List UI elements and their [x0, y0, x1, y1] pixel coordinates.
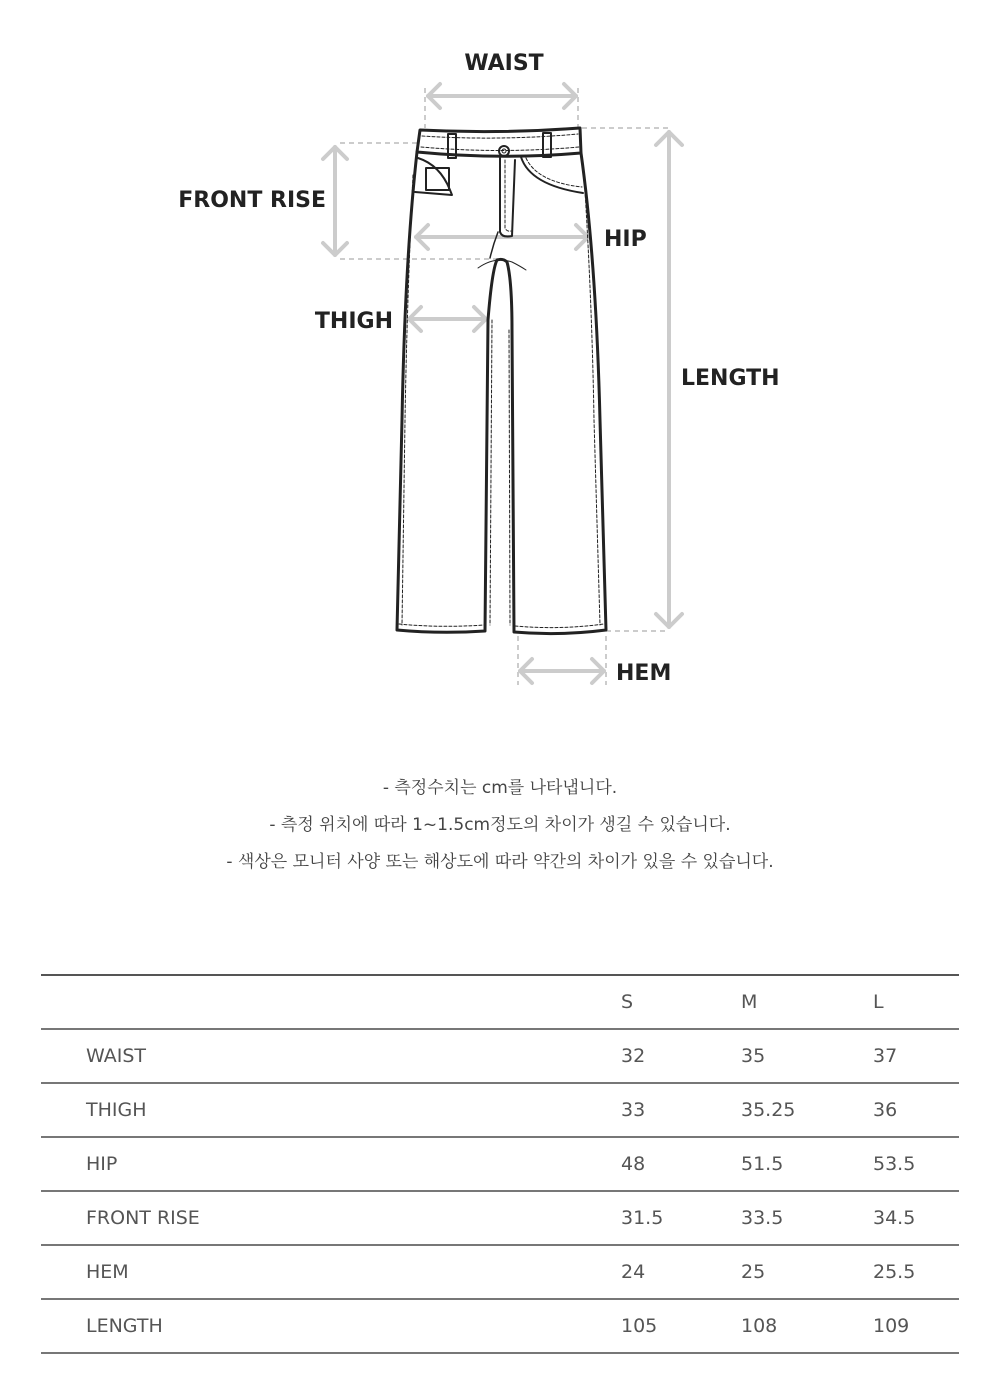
waist-label: WAIST — [464, 51, 544, 76]
measurement-notes — [0, 770, 1000, 881]
cell-s: 48 — [621, 1137, 741, 1191]
cell-m: 51.5 — [741, 1137, 873, 1191]
column-header-s: S — [621, 975, 741, 1029]
waist-arrow — [428, 84, 576, 108]
pants-illustration — [397, 128, 606, 634]
table-row — [41, 1299, 959, 1353]
cell-l: 53.5 — [873, 1137, 959, 1191]
cell-l: 109 — [873, 1299, 959, 1353]
table-row — [41, 1137, 959, 1191]
length-label: LENGTH — [681, 366, 780, 391]
note-line: - 색상은 모니터 사양 또는 해상도에 따라 약간의 차이가 있을 수 있습니다. — [226, 852, 774, 872]
cell-s: 31.5 — [621, 1191, 741, 1245]
note-line: - 측정수치는 cm를 나타냅니다. — [382, 778, 618, 798]
cell-l: 36 — [873, 1083, 959, 1137]
cell-l: 37 — [873, 1029, 959, 1083]
cell-m: 35.25 — [741, 1083, 873, 1137]
column-header-m: M — [741, 975, 873, 1029]
cell-m: 35 — [741, 1029, 873, 1083]
hem-arrow — [520, 659, 604, 683]
cell-m: 33.5 — [741, 1191, 873, 1245]
front-rise-arrow — [323, 147, 347, 255]
row-label: LENGTH — [41, 1299, 621, 1353]
hem-label: HEM — [616, 661, 672, 686]
table-header-row — [41, 975, 959, 1029]
cell-s: 24 — [621, 1245, 741, 1299]
cell-m: 25 — [741, 1245, 873, 1299]
hip-arrow — [416, 225, 588, 249]
cell-s: 105 — [621, 1299, 741, 1353]
guide-lines — [340, 88, 668, 685]
table-row — [41, 1191, 959, 1245]
thigh-arrow — [409, 307, 486, 331]
cell-m: 108 — [741, 1299, 873, 1353]
size-table — [41, 974, 959, 1354]
table-row — [41, 1245, 959, 1299]
measurement-arrows — [323, 84, 682, 683]
row-label: FRONT RISE — [41, 1191, 621, 1245]
row-label: HEM — [41, 1245, 621, 1299]
front-rise-label: FRONT RISE — [178, 188, 326, 213]
table-row — [41, 1083, 959, 1137]
cell-s: 32 — [621, 1029, 741, 1083]
column-header-measurement — [41, 975, 621, 1029]
table-row — [41, 1029, 959, 1083]
cell-l: 34.5 — [873, 1191, 959, 1245]
cell-s: 33 — [621, 1083, 741, 1137]
row-label: HIP — [41, 1137, 621, 1191]
cell-l: 25.5 — [873, 1245, 959, 1299]
column-header-l: L — [873, 975, 959, 1029]
hip-label: HIP — [604, 227, 647, 252]
note-line: - 측정 위치에 따라 1~1.5cm정도의 차이가 생길 수 있습니다. — [269, 815, 731, 835]
length-arrow — [656, 132, 682, 627]
row-label: THIGH — [41, 1083, 621, 1137]
thigh-label: THIGH — [314, 309, 393, 334]
row-label: WAIST — [41, 1029, 621, 1083]
